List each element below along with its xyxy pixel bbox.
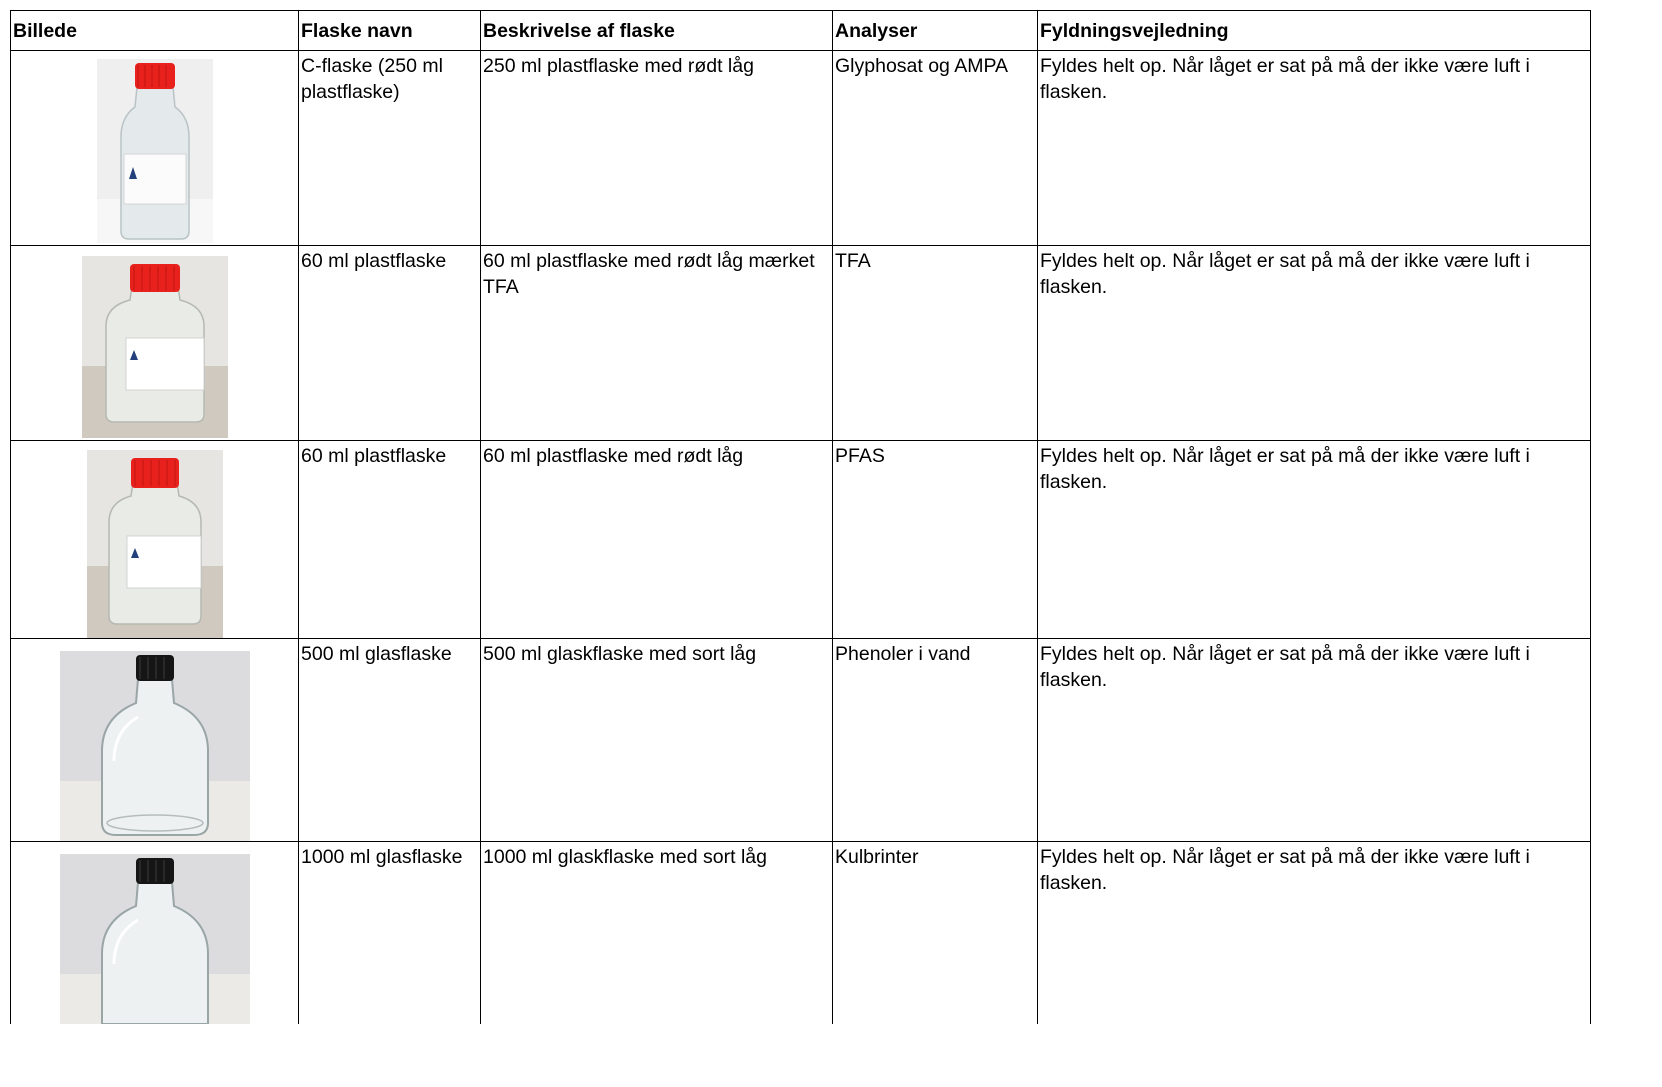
analysis: Glyphosat og AMPA — [833, 51, 1038, 246]
bottle-name: C-flaske (250 ml plastflaske) — [299, 51, 481, 246]
bottle-name: 60 ml plastflaske — [299, 441, 481, 639]
table-row — [11, 441, 1591, 639]
filling-instructions: Fyldes helt op. Når låget er sat på må der ikke være luft i flasken. — [1038, 842, 1591, 1025]
bottle-name: 1000 ml glasflaske — [299, 842, 481, 1025]
table-row — [11, 639, 1591, 842]
filling-instructions: Fyldes helt op. Når låget er sat på må der ikke være luft i flasken. — [1038, 246, 1591, 441]
bottle-description: 60 ml plastflaske med rødt låg mærket TFA — [481, 246, 833, 441]
header-filling-instructions: Fyldningsvejledning — [1038, 11, 1591, 51]
table-row — [11, 842, 1591, 1025]
table-row — [11, 51, 1591, 246]
header-analyses: Analyser — [833, 11, 1038, 51]
bottle-description: 250 ml plastflaske med rødt låg — [481, 51, 833, 246]
image-cell — [11, 441, 299, 639]
analysis: Phenoler i vand — [833, 639, 1038, 842]
filling-instructions: Fyldes helt op. Når låget er sat på må der ikke være luft i flasken. — [1038, 51, 1591, 246]
bottle-description: 1000 ml glaskflaske med sort låg — [481, 842, 833, 1025]
bottle-description: 60 ml plastflaske med rødt låg — [481, 441, 833, 639]
image-cell — [11, 842, 299, 1025]
analysis: TFA — [833, 246, 1038, 441]
small-plastic-bottle-red-cap-image — [87, 450, 223, 638]
image-cell — [11, 246, 299, 441]
glass-bottle-black-cap-image — [60, 651, 250, 841]
header-bottle-name: Flaske navn — [299, 11, 481, 51]
analysis: PFAS — [833, 441, 1038, 639]
bottle-name: 500 ml glasflaske — [299, 639, 481, 842]
bottle-description: 500 ml glaskflaske med sort låg — [481, 639, 833, 842]
header-bottle-description: Beskrivelse af flaske — [481, 11, 833, 51]
glass-bottle-black-cap-image — [60, 854, 250, 1024]
header-image: Billede — [11, 11, 299, 51]
filling-instructions: Fyldes helt op. Når låget er sat på må der ikke være luft i flasken. — [1038, 639, 1591, 842]
small-plastic-bottle-red-cap-image — [82, 256, 228, 438]
bottle-name: 60 ml plastflaske — [299, 246, 481, 441]
bottle-table — [10, 10, 1591, 1024]
clear-plastic-bottle-red-cap-image — [97, 59, 213, 243]
filling-instructions: Fyldes helt op. Når låget er sat på må der ikke være luft i flasken. — [1038, 441, 1591, 639]
analysis: Kulbrinter — [833, 842, 1038, 1025]
image-cell — [11, 639, 299, 842]
header-row — [11, 11, 1591, 51]
table-row — [11, 246, 1591, 441]
image-cell — [11, 51, 299, 246]
